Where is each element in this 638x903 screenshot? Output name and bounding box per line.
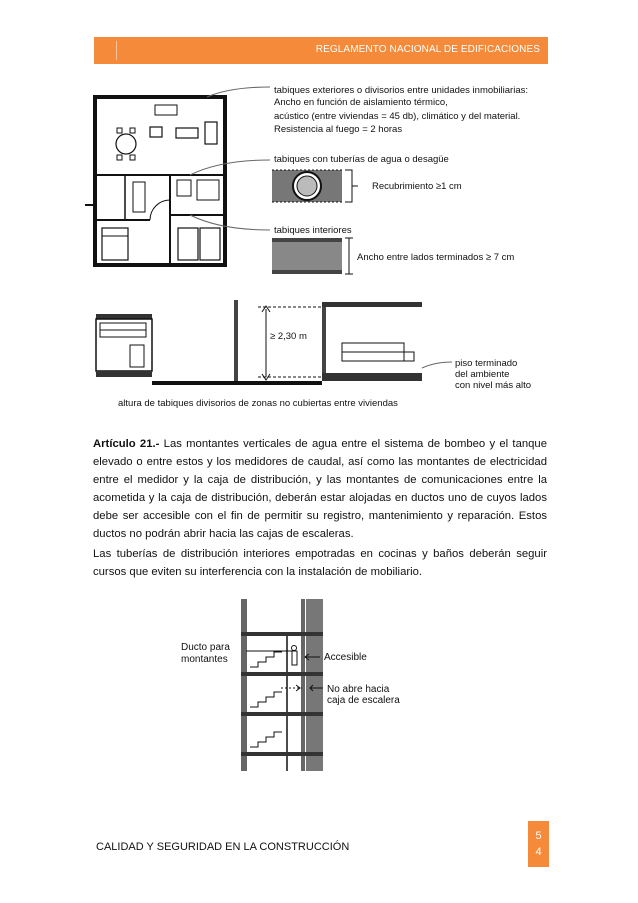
article-heading: Artículo 21.- [93,438,160,450]
footer-text: CALIDAD Y SEGURIDAD EN LA CONSTRUCCIÓN [96,841,350,853]
label-exterior-line1: tabiques exteriores o divisorios entre unidades inmobiliarias: [274,85,528,96]
label-exterior-line2: Ancho en función de aislamiento térmico, [274,97,448,108]
label-no-abre-line2: caja de escalera [327,695,400,706]
page-number-line1: 5 [535,830,542,842]
label-recubrimiento: Recubrimiento ≥1 cm [372,181,462,192]
page-number-line2: 4 [535,846,542,858]
figure2-caption: altura de tabiques divisorios de zonas no cubiertas entre viviendas [118,398,398,409]
header-title: REGLAMENTO NACIONAL DE EDIFICACIONES [315,44,540,55]
label-ancho: Ancho entre lados terminados ≥ 7 cm [357,252,515,263]
article-paragraph-2: Las tuberías de distribución interiores empotradas en cocinas y baños deberán seguir cursos que eviten su interferencia con la instalación de mobiliario. [93,548,547,578]
label-piso-line3: con nivel más alto [455,380,532,391]
label-piso-line2: del ambiente [455,369,510,380]
label-ducto-line2: montantes [181,654,228,665]
label-height: ≥ 2,30 m [270,331,307,342]
label-accesible: Accesible [324,652,367,663]
article-paragraph-1-text: Las montantes verticales de agua entre el sistema de bombeo y el tanque elevado o entre estos y los medidores de caudal, así como las montantes de electricidad entre el medidor y la caja de distribución, y las montantes de comunicaciones entre la acometida y la caja de distribución, deberán estar alojadas en ductos uno de cuyos lados debe ser accesible con el fin de permitir su registro, mantenimiento y reparación. Estos ductos no podrán abrir hacia las cajas de escaleras. [93,438,547,540]
label-tuberias: tabiques con tuberías de agua o desagüe [274,154,449,165]
label-ducto-line1: Ducto para [181,642,230,653]
label-exterior-line4: Resistencia al fuego = 2 horas [274,124,403,135]
page-number-box [528,821,549,867]
label-piso-line1: piso terminado [455,358,518,369]
label-exterior-line3: acústico (entre viviendas = 45 db), climático y del material. [274,111,521,122]
duct-section-drawing [241,599,323,771]
label-interiores: tabiques interiores [274,225,352,236]
label-no-abre-line1: No abre hacia [327,684,390,695]
